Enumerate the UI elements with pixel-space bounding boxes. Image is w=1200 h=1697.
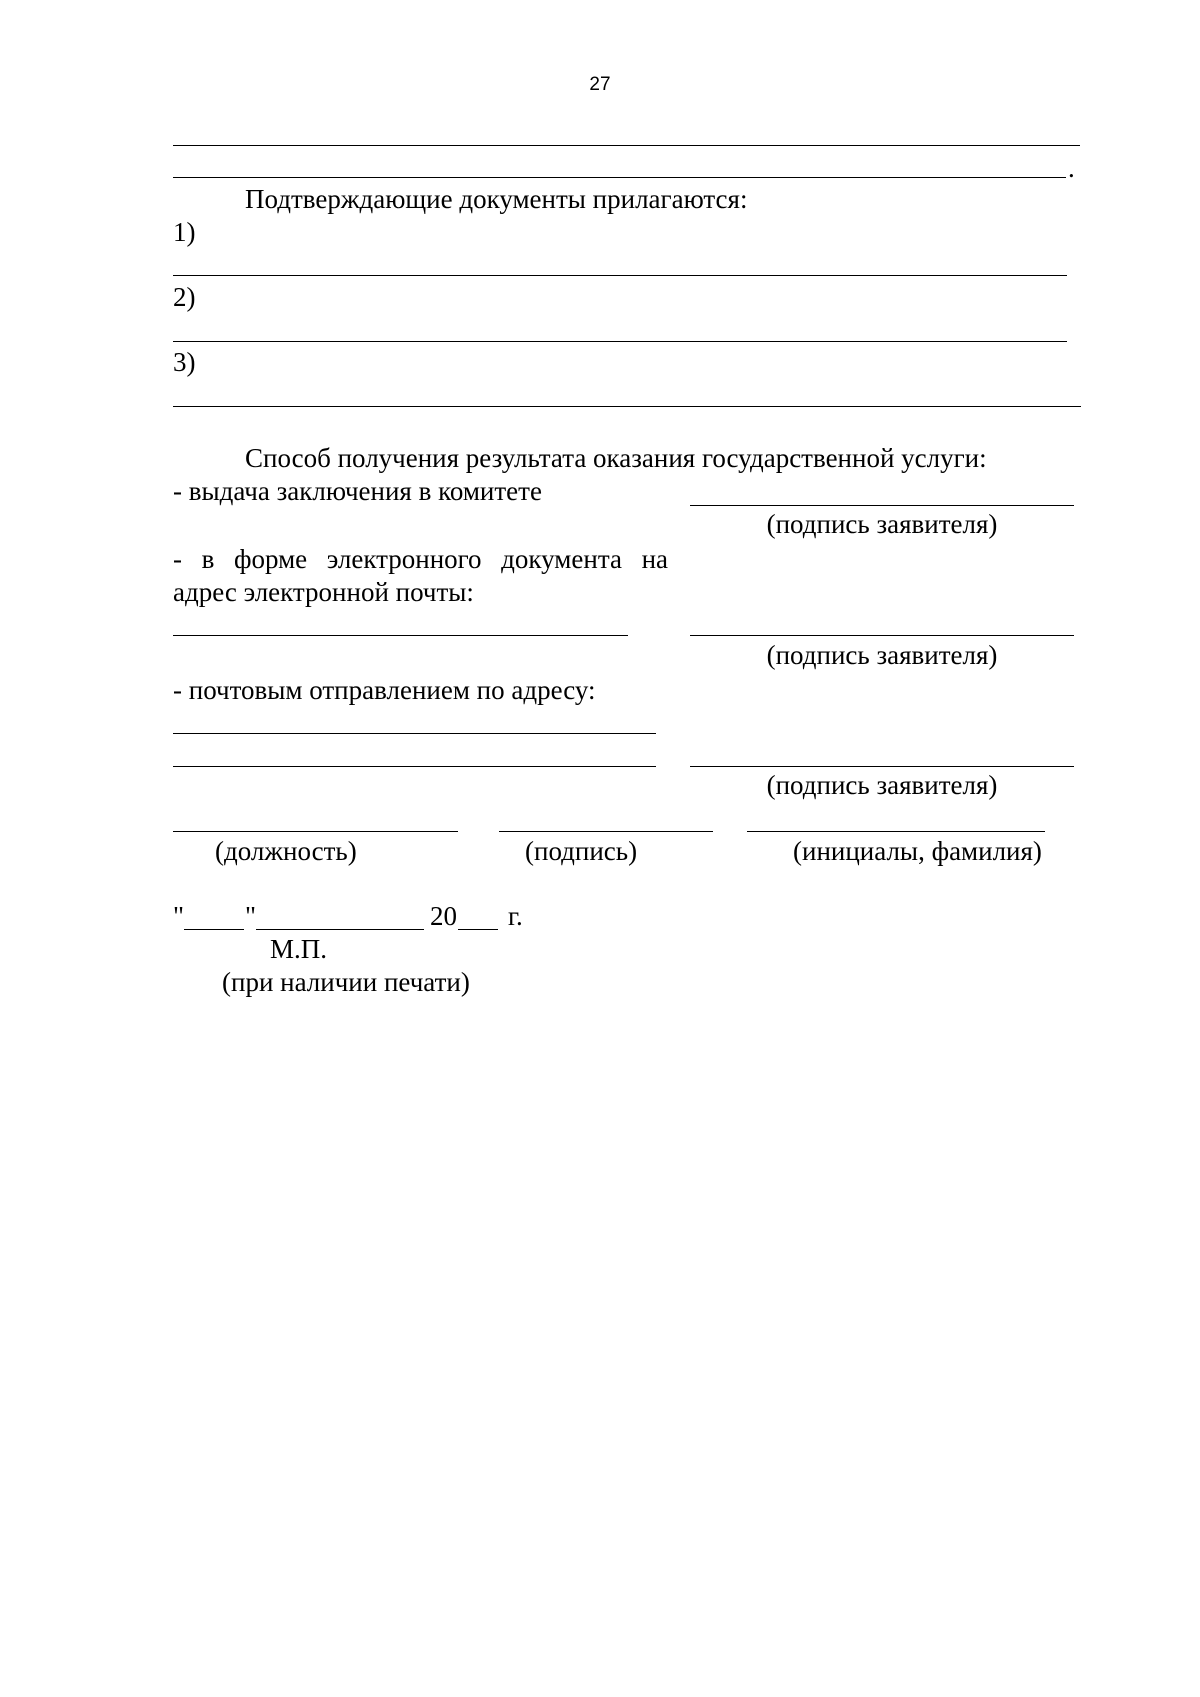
email-address-line (173, 635, 628, 636)
attachment-line (173, 341, 1067, 342)
blank-line (173, 145, 1080, 146)
date-year-suffix: г. (508, 901, 523, 931)
delivery-option-post: - почтовым отправлением по адресу: (173, 675, 596, 705)
attachment-item-number: 1) (173, 217, 196, 247)
date-year-line (458, 929, 498, 930)
date-month-line (256, 929, 424, 930)
attachment-item-number: 3) (173, 347, 196, 377)
signature-line (690, 505, 1074, 506)
date-day-line (184, 929, 244, 930)
postal-address-line (173, 733, 656, 734)
attachment-item-number: 2) (173, 282, 196, 312)
blank-line (173, 177, 1066, 178)
stamp-note: (при наличии печати) (222, 967, 470, 997)
signature-line (690, 635, 1074, 636)
delivery-option-email-cont: адрес электронной почты: (173, 577, 474, 607)
delivery-option-office: - выдача заключения в комитете (173, 476, 542, 506)
signature-line (499, 831, 713, 832)
date-year-prefix: 20 (430, 901, 457, 931)
stamp-label: М.П. (270, 934, 328, 964)
delivery-heading: Способ получения результата оказания государственной услуги: (245, 443, 987, 473)
name-line (747, 831, 1045, 832)
signature-caption: (подпись заявителя) (766, 770, 998, 800)
date-close-quote: " (245, 901, 257, 931)
position-caption: (должность) (215, 836, 357, 866)
line-end-period: . (1068, 153, 1075, 183)
postal-address-line (173, 766, 656, 767)
attachment-line (173, 275, 1067, 276)
attachment-line (173, 406, 1081, 407)
signature-caption: (подпись заявителя) (766, 640, 998, 670)
page-number: 27 (589, 74, 611, 95)
signature-caption: (подпись заявителя) (766, 509, 998, 539)
date-open-quote: " (173, 901, 185, 931)
delivery-option-email: - в форме электронного документа на (173, 544, 668, 574)
attachments-heading: Подтверждающие документы прилагаются: (245, 184, 748, 214)
position-line (173, 831, 458, 832)
signature-line (690, 766, 1074, 767)
signature-caption-official: (подпись) (525, 836, 638, 866)
name-caption: (инициалы, фамилия) (793, 836, 1042, 866)
